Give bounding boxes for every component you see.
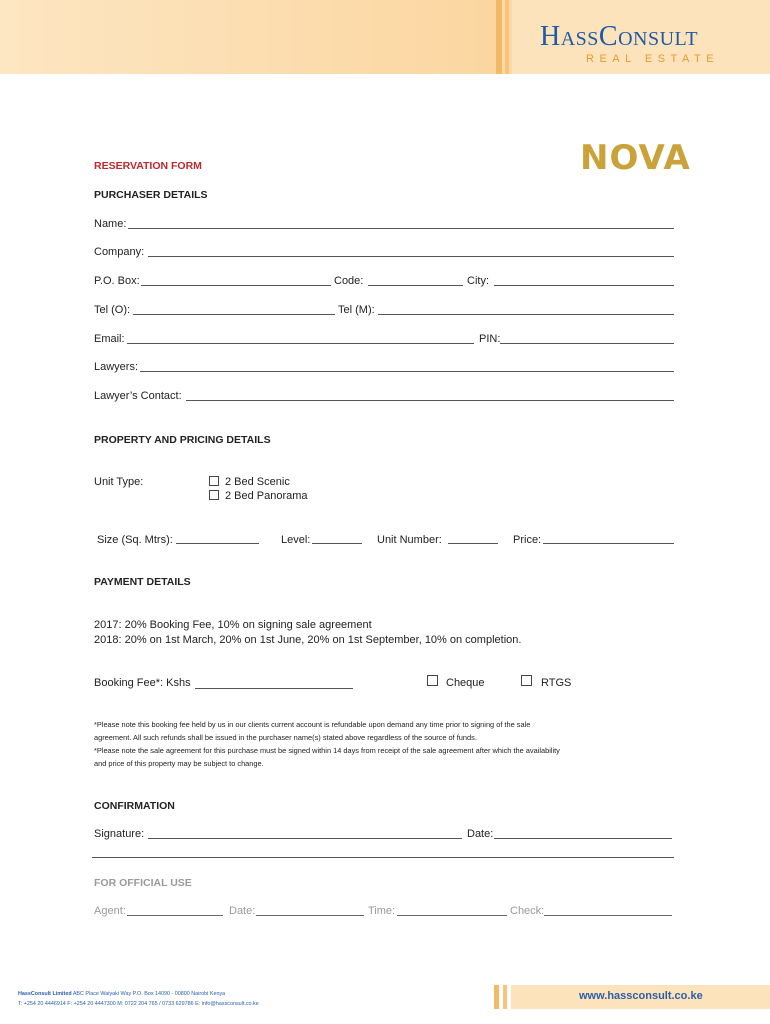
agent-label: Agent:	[94, 905, 126, 917]
name-label: Name:	[94, 218, 127, 230]
time-field[interactable]	[397, 915, 507, 916]
lawyers-label: Lawyers:	[94, 361, 139, 373]
booking-fee-label: Booking Fee*: Kshs	[94, 677, 191, 689]
footer-stripe-2	[503, 985, 507, 1009]
footer-company: HassConsult Limited	[18, 991, 72, 997]
nova-logo: NOVA	[580, 138, 691, 178]
agreement-note-line-2: and price of this property may be subject to change.	[94, 759, 264, 768]
tel-o-label: Tel (O):	[94, 304, 131, 316]
size-field[interactable]	[176, 543, 259, 544]
lawyers-field[interactable]	[140, 371, 674, 372]
confirmation-date-field[interactable]	[494, 838, 672, 839]
payment-heading: PAYMENT DETAILS	[94, 576, 191, 588]
confirmation-heading: CONFIRMATION	[94, 800, 175, 812]
official-date-label: Date:	[229, 905, 256, 917]
scenic-checkbox[interactable]	[209, 476, 219, 486]
tel-m-field[interactable]	[378, 314, 674, 315]
booking-fee-field[interactable]	[195, 688, 353, 689]
city-label: City:	[467, 275, 489, 287]
size-label: Size (Sq. Mtrs):	[97, 534, 173, 546]
level-label: Level:	[281, 534, 311, 546]
pin-label: PIN:	[479, 333, 501, 345]
brand-main: HassConsult	[540, 21, 699, 52]
signature-field[interactable]	[148, 838, 462, 839]
refund-note-line-1: *Please note this booking fee held by us in our clients current account is refundable upon demand any time prior to signing of the sale	[94, 720, 531, 729]
footer-address-text: ABC Place Waiyaki Way P.O. Box 14090 - 00800 Nairobi Kenya	[72, 991, 226, 997]
scenic-label: 2 Bed Scenic	[225, 476, 290, 488]
check-field[interactable]	[544, 915, 672, 916]
footer-phones: T: +254 20 4446914 F: +254 20 4447300 M: 0722 204 765 / 0733 629786 E: info@hassconsult.co.ke	[18, 1001, 259, 1007]
header-stripe-1	[496, 0, 502, 74]
footer-contact	[18, 989, 259, 1009]
unit-type-label: Unit Type:	[94, 476, 144, 488]
agreement-note-line-1: *Please note the sale agreement for this purchase must be signed within 14 days from receipt of the sale agreement after which the availability	[94, 746, 560, 755]
email-label: Email:	[94, 333, 125, 345]
email-field[interactable]	[127, 343, 474, 344]
unit-number-field[interactable]	[448, 543, 498, 544]
footer-stripe-1	[494, 985, 499, 1009]
code-field[interactable]	[368, 285, 463, 286]
refund-note	[94, 718, 560, 770]
section-divider	[92, 857, 674, 858]
po-box-label: P.O. Box:	[94, 275, 140, 287]
header-stripe-2	[505, 0, 509, 74]
check-label: Check:	[510, 905, 545, 917]
cheque-label: Cheque	[446, 677, 485, 689]
agent-field[interactable]	[127, 915, 223, 916]
company-field[interactable]	[148, 256, 674, 257]
lawyer-contact-label: Lawyer’s Contact:	[94, 390, 182, 402]
footer-address	[18, 989, 259, 999]
refund-note-line-2: agreement. All such refunds shall be issued in the purchaser name(s) stated above regardless of the source of funds.	[94, 733, 477, 742]
lawyer-contact-field[interactable]	[186, 400, 674, 401]
po-box-field[interactable]	[141, 285, 331, 286]
official-date-field[interactable]	[256, 915, 364, 916]
header-band-light	[0, 0, 496, 74]
official-heading: FOR OFFICIAL USE	[94, 877, 192, 889]
pin-field[interactable]	[500, 343, 674, 344]
level-field[interactable]	[312, 543, 362, 544]
company-label: Company:	[94, 246, 145, 258]
purchaser-heading: PURCHASER DETAILS	[94, 189, 208, 201]
footer-website[interactable]: www.hassconsult.co.ke	[579, 990, 703, 1002]
time-label: Time:	[368, 905, 396, 917]
brand-sub: REAL ESTATE	[586, 53, 720, 65]
tel-o-field[interactable]	[133, 314, 335, 315]
price-label: Price:	[513, 534, 542, 546]
unit-number-label: Unit Number:	[377, 534, 442, 546]
name-field[interactable]	[128, 228, 674, 229]
payment-schedule-2018: 2018: 20% on 1st March, 20% on 1st June, 20% on 1st September, 10% on completion.	[94, 634, 522, 646]
property-heading: PROPERTY AND PRICING DETAILS	[94, 434, 271, 446]
panorama-checkbox[interactable]	[209, 490, 219, 500]
panorama-label: 2 Bed Panorama	[225, 490, 308, 502]
form-title: RESERVATION FORM	[94, 160, 202, 172]
cheque-checkbox[interactable]	[427, 675, 438, 686]
confirmation-date-label: Date:	[467, 828, 494, 840]
rtgs-checkbox[interactable]	[521, 675, 532, 686]
payment-schedule-2017: 2017: 20% Booking Fee, 10% on signing sale agreement	[94, 619, 372, 631]
price-field[interactable]	[543, 543, 674, 544]
signature-label: Signature:	[94, 828, 145, 840]
city-field[interactable]	[494, 285, 674, 286]
code-label: Code:	[334, 275, 364, 287]
hassconsult-logo	[540, 22, 719, 66]
rtgs-label: RTGS	[541, 677, 572, 689]
tel-m-label: Tel (M):	[338, 304, 375, 316]
